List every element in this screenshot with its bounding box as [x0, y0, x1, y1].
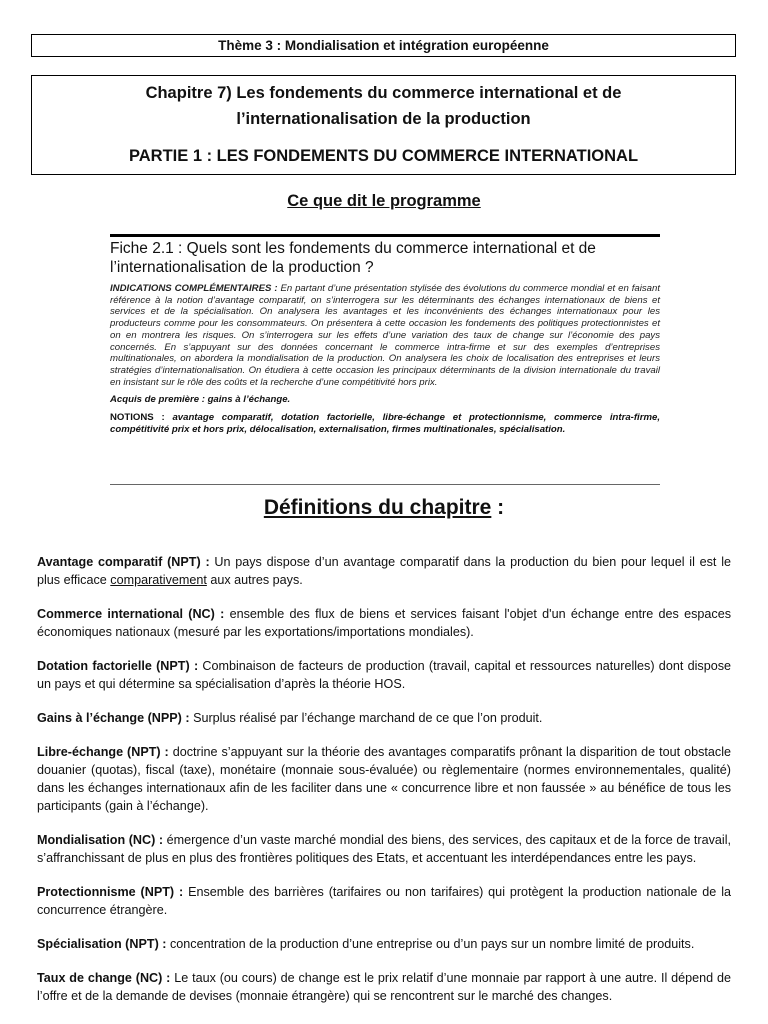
- definition-term: Commerce international (NC) :: [37, 606, 225, 621]
- definition-text: Surplus réalisé par l’échange marchand de ce que l’on produit.: [189, 710, 543, 725]
- definition-text: émergence d’un vaste marché mondial des biens, des services, des capitaux et de la force de travail, s’affranchissant de plus en plus des frontières politiques des Etats, et accentuant les interdépendances entre les pays.: [37, 832, 731, 865]
- definition-text-after: aux autres pays.: [206, 572, 303, 587]
- chapter-box: [31, 75, 736, 175]
- definition-item: [37, 969, 731, 1005]
- definitions-heading-colon: :: [491, 496, 505, 519]
- definitions-heading: [0, 496, 768, 520]
- definition-text: doctrine s’appuyant sur la théorie des avantages comparatifs prônant la disparition de tout obstacle douanier (quotas), fiscal (taxe), monétaire (monnaie sous-évaluée) ou règlementaire (normes environnementales, qualité) dans les échanges internationaux afin de les faciliter dans une « concurrence libre et non faussée » au bénéfice de tous les participants (gain à l’échange).: [37, 744, 731, 813]
- notions-label: NOTIONS :: [110, 412, 165, 424]
- programme-heading: Ce que dit le programme: [287, 192, 481, 210]
- definition-text: concentration de la production d’une entreprise ou d’un pays sur un nombre limité de produits.: [166, 936, 695, 951]
- definition-term: Dotation factorielle (NPT) :: [37, 658, 199, 673]
- indications-label: INDICATIONS COMPLÉMENTAIRES :: [110, 283, 278, 294]
- theme-title: Thème 3 : Mondialisation et intégration européenne: [218, 38, 549, 53]
- definition-term: Gains à l’échange (NPP) :: [37, 710, 190, 725]
- notions-text: avantage comparatif, dotation factorielle, libre-échange et protectionnisme, commerce intra-firme, compétitivité prix et hors prix, délocalisation, externalisation, firmes multinationales, spécialisation.: [110, 412, 660, 436]
- excerpt-top-rule: [110, 234, 660, 237]
- definition-text: Combinaison de facteurs de production (travail, capital et ressources naturelles) dont dispose un pays et qui détermine sa spécialisation d’après la théorie HOS.: [37, 658, 731, 691]
- notions-paragraph: [110, 412, 660, 435]
- theme-banner: [31, 34, 736, 57]
- definition-text: ensemble des flux de biens et services faisant l'objet d'un échange entre des espaces économiques nationaux (mesuré par les exportations/importations mondiales).: [37, 606, 732, 639]
- definition-item: [37, 657, 731, 693]
- acquis-line: Acquis de première : gains à l’échange.: [110, 394, 291, 406]
- definition-term: Taux de change (NC) :: [37, 970, 171, 985]
- definition-text: Un pays dispose d’un avantage comparatif dans la production du bien pour lequel il est le plus efficace: [37, 554, 731, 587]
- definition-text: Ensemble des barrières (tarifaires ou non tarifaires) qui protègent la production nationale de la concurrence étrangère.: [37, 884, 731, 917]
- definition-text: Le taux (ou cours) de change est le prix relatif d’une monnaie par rapport à une autre. Il dépend de l’offre et de la demande de devises (monnaie étrangère) qui se rencontrent sur le marché des changes.: [37, 970, 732, 1003]
- definitions-heading-text: Définitions du chapitre: [263, 496, 492, 519]
- definition-underlined: comparativement: [110, 572, 207, 587]
- definition-item: [37, 709, 731, 727]
- programme-excerpt: [110, 234, 660, 485]
- definition-item: [37, 743, 731, 815]
- definition-term: Protectionnisme (NPT) :: [37, 884, 184, 899]
- part-title: PARTIE 1 : LES FONDEMENTS DU COMMERCE INTERNATIONAL: [128, 147, 639, 165]
- definition-term: Libre-échange (NPT) :: [37, 744, 169, 759]
- definition-term: Avantage comparatif (NPT) :: [37, 554, 210, 569]
- definition-item: [37, 553, 731, 589]
- definition-term: Spécialisation (NPT) :: [37, 936, 167, 951]
- definition-term: Mondialisation (NC) :: [37, 832, 164, 847]
- definition-item: [37, 831, 731, 867]
- fiche-title: Fiche 2.1 : Quels sont les fondements du commerce international et de l’internationalisation de la production ?: [110, 240, 596, 276]
- chapter-title: Chapitre 7) Les fondements du commerce international et de l’internationalisation de la production: [145, 84, 622, 128]
- definition-item: [37, 883, 731, 919]
- indications-text: En partant d’une présentation stylisée des évolutions du commerce mondial et en faisant référence à la notion d’avantage comparatif, on s’interrogera sur les déterminants des échanges internationaux de biens et services et de la spécialisation. On analysera les avantages et les inconvénients des échanges internationaux pour les producteurs comme pour les consommateurs. On présentera à cette occasion les fondements des politiques protectionnistes et on en montrera les risques. On s’interrogera sur les effets d’une variation des taux de change sur l’économie des pays concernés. En s’appuyant sur des données concernant le commerce intra-firme et sur des exemples d’entreprises multinationales, on abordera la mondialisation de la production. On analysera les choix de localisation des entreprises et leurs stratégies d’internationalisation. On étudiera à cette occasion les principaux déterminants de la division internationale du travail en insistant sur le rôle des coûts et la recherche d’une compétitivité hors prix.: [110, 283, 660, 388]
- definitions-list: [37, 540, 731, 1021]
- indications-paragraph: [110, 283, 660, 388]
- excerpt-bottom-rule: [110, 484, 660, 485]
- definition-item: [37, 935, 731, 953]
- definition-item: [37, 605, 731, 641]
